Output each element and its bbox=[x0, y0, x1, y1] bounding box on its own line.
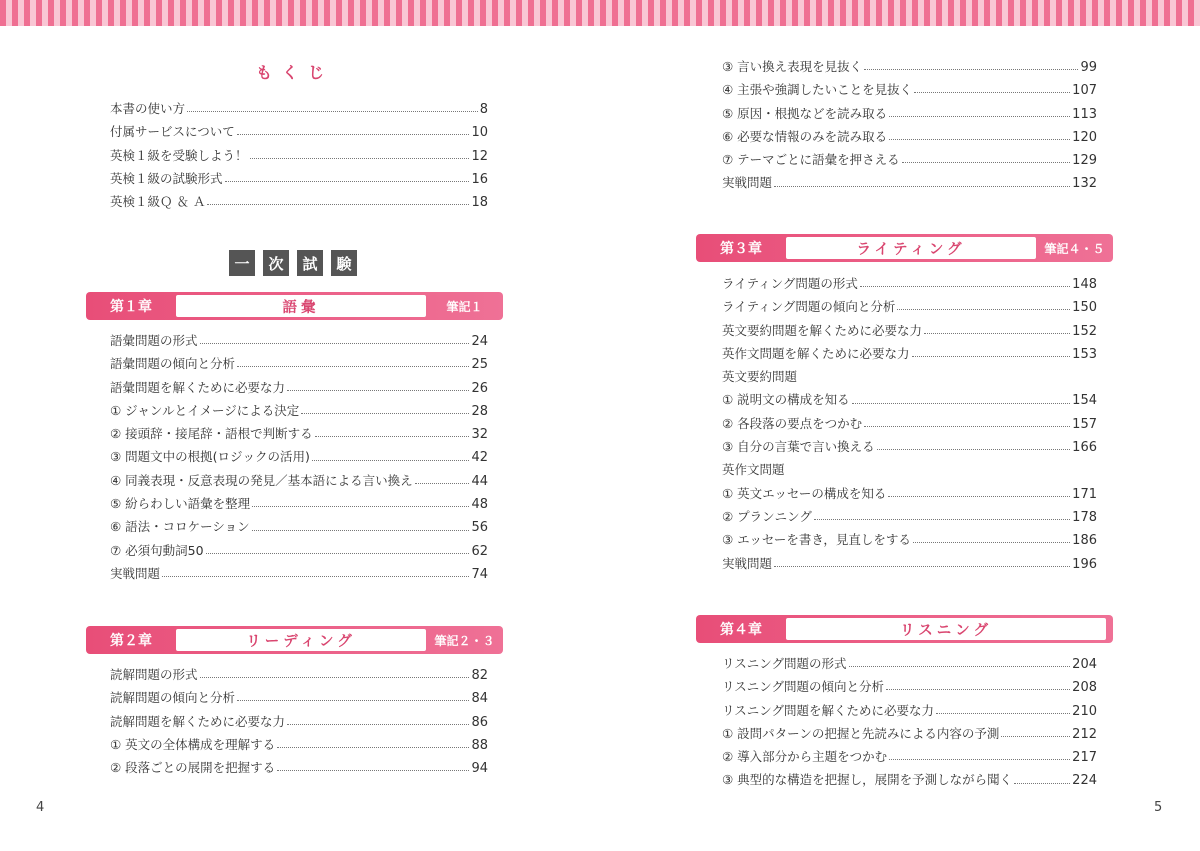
toc-entry[interactable] bbox=[722, 768, 1097, 791]
dot-leader bbox=[287, 390, 469, 391]
toc-entry-label: ⑦ テーマごとに語彙を押さえる bbox=[722, 152, 900, 168]
toc-entry-page: 25 bbox=[471, 357, 488, 373]
dot-leader bbox=[936, 713, 1070, 714]
dot-leader bbox=[877, 449, 1070, 450]
toc-entry-page: 148 bbox=[1072, 277, 1097, 292]
dot-leader bbox=[237, 134, 470, 135]
dot-leader bbox=[225, 181, 470, 182]
toc-entry-page: 74 bbox=[471, 566, 488, 582]
toc-entry-page: 62 bbox=[471, 543, 488, 559]
dot-leader bbox=[888, 496, 1070, 497]
toc-entry-label: ② 段落ごとの展開を把握する bbox=[110, 760, 276, 776]
toc-entry-label: 英検１級Ｑ ＆ Ａ bbox=[110, 194, 206, 210]
dot-leader bbox=[889, 139, 1070, 140]
dot-leader bbox=[277, 770, 469, 771]
toc-entry[interactable] bbox=[722, 388, 1097, 411]
toc-entry-page: 56 bbox=[471, 520, 488, 536]
chapter-title: ライティング bbox=[786, 237, 1036, 259]
chapter-number: 第３章 bbox=[720, 241, 762, 257]
section-heading-char: 次 bbox=[263, 250, 289, 276]
chapter-4-header[interactable] bbox=[696, 615, 1113, 643]
dot-leader bbox=[250, 158, 470, 159]
toc-entry-label: 英作文問題 bbox=[722, 462, 785, 478]
toc-entry-page: 99 bbox=[1080, 60, 1097, 75]
dot-leader bbox=[415, 483, 470, 484]
toc-entry[interactable] bbox=[722, 458, 1097, 481]
toc-entry-page: 224 bbox=[1072, 773, 1097, 789]
toc-entry[interactable] bbox=[110, 686, 488, 709]
toc-entry-label: ③ 自分の言葉で言い換える bbox=[722, 439, 875, 455]
toc-entry-page: 152 bbox=[1072, 323, 1097, 339]
chapter-2-list bbox=[110, 663, 488, 779]
toc-entry-page: 217 bbox=[1072, 750, 1097, 766]
toc-entry-page: 212 bbox=[1072, 726, 1097, 742]
dot-leader bbox=[889, 116, 1070, 117]
dot-leader bbox=[206, 553, 470, 554]
toc-entry-page: 166 bbox=[1072, 440, 1097, 456]
toc-entry-page: 210 bbox=[1072, 703, 1097, 719]
chapter-title: リーディング bbox=[176, 629, 426, 651]
toc-entry[interactable] bbox=[722, 699, 1097, 722]
dot-leader bbox=[914, 92, 1070, 93]
section-heading-char: 一 bbox=[229, 250, 255, 276]
toc-entry-label: 英検１級を受験しよう！ bbox=[110, 147, 248, 163]
toc-entry-label: ライティング問題の傾向と分析 bbox=[722, 299, 896, 315]
toc-entry-label: リスニング問題の形式 bbox=[722, 656, 847, 671]
dot-leader bbox=[864, 426, 1070, 427]
toc-entry-label: ② プランニング bbox=[722, 508, 812, 524]
toc-entry[interactable] bbox=[110, 445, 488, 468]
toc-entry[interactable] bbox=[722, 675, 1097, 698]
toc-entry-label: 読解問題の傾向と分析 bbox=[110, 690, 236, 706]
toc-entry[interactable] bbox=[722, 365, 1097, 388]
chapter-title: 語彙 bbox=[176, 295, 426, 317]
chapter-number: 第１章 bbox=[110, 299, 152, 315]
chapter-3-header[interactable] bbox=[696, 234, 1113, 262]
toc-entry-page: 44 bbox=[471, 473, 488, 489]
toc-entry-label: ④ 同義表現・反意表現の発見／基本語による言い換え bbox=[110, 472, 413, 488]
toc-entry[interactable] bbox=[722, 505, 1097, 528]
toc-entry-label: ⑤ 紛らわしい語彙を整理 bbox=[110, 496, 251, 512]
page-number-right: 5 bbox=[1154, 800, 1163, 815]
toc-entry-page: 157 bbox=[1072, 416, 1097, 432]
toc-entry-page: 154 bbox=[1072, 393, 1097, 409]
dot-leader bbox=[889, 759, 1070, 760]
toc-entry-label: ⑥ 必要な情報のみを読み取る bbox=[722, 128, 888, 144]
toc-entry[interactable] bbox=[722, 745, 1097, 768]
toc-entry-label: ① ジャンルとイメージによる決定 bbox=[110, 402, 300, 418]
toc-entry-label: ② 接頭辞・接尾辞・語根で判断する bbox=[110, 426, 313, 442]
toc-entry-label: 実戦問題 bbox=[110, 565, 161, 581]
toc-entry[interactable] bbox=[110, 515, 488, 538]
toc-entry-page: 86 bbox=[471, 714, 488, 730]
toc-entry[interactable] bbox=[110, 539, 488, 562]
toc-entry-page: 129 bbox=[1072, 153, 1097, 169]
dot-leader bbox=[315, 436, 470, 437]
dot-leader bbox=[287, 724, 469, 725]
dot-leader bbox=[187, 111, 478, 112]
toc-entry-page: 132 bbox=[1072, 176, 1097, 192]
toc-entry-label: 英文要約問題を解くために必要な力 bbox=[722, 322, 923, 338]
section-heading-first-exam bbox=[229, 250, 357, 276]
dot-leader bbox=[924, 333, 1070, 334]
toc-entry[interactable] bbox=[722, 652, 1097, 675]
toc-entry-page: 204 bbox=[1072, 657, 1097, 672]
toc-entry-label: 英文要約問題 bbox=[722, 369, 798, 385]
chapter-4-list bbox=[722, 652, 1097, 792]
toc-entry-page: 94 bbox=[471, 761, 488, 777]
top-stripe-border bbox=[0, 0, 1200, 26]
toc-entry[interactable] bbox=[110, 733, 488, 756]
toc-entry-page: 82 bbox=[471, 668, 488, 683]
dot-leader bbox=[301, 413, 469, 414]
toc-entry[interactable] bbox=[722, 55, 1097, 78]
toc-entry-label: 本書の使い方 bbox=[110, 101, 186, 116]
toc-entry[interactable] bbox=[110, 756, 488, 779]
toc-title: もくじ bbox=[255, 63, 334, 82]
toc-entry-label: ② 導入部分から主題をつかむ bbox=[722, 749, 888, 765]
toc-entry-label: リスニング問題の傾向と分析 bbox=[722, 679, 885, 695]
toc-entry-label: ライティング問題の形式 bbox=[722, 276, 858, 291]
dot-leader bbox=[162, 576, 469, 577]
toc-entry-label: 英作文問題を解くために必要な力 bbox=[722, 345, 910, 361]
toc-entry-page: 208 bbox=[1072, 680, 1097, 696]
dot-leader bbox=[252, 506, 469, 507]
toc-entry-page: 8 bbox=[479, 102, 488, 117]
toc-entry-label: ① 英文エッセーの構成を知る bbox=[722, 485, 887, 501]
page-number-left: 4 bbox=[36, 800, 45, 815]
toc-entry[interactable] bbox=[722, 125, 1097, 148]
toc-entry[interactable] bbox=[722, 78, 1097, 101]
dot-leader bbox=[774, 186, 1070, 187]
toc-entry[interactable] bbox=[722, 319, 1097, 342]
toc-entry-label: ① 設問パターンの把握と先読みによる内容の予測 bbox=[722, 725, 1000, 741]
toc-entry-page: 12 bbox=[471, 148, 488, 164]
toc-entry-label: ⑦ 必須句動詞50 bbox=[110, 542, 204, 558]
toc-entry-page: 32 bbox=[471, 427, 488, 443]
front-matter-list bbox=[110, 97, 488, 213]
toc-entry[interactable] bbox=[722, 435, 1097, 458]
dot-leader bbox=[902, 162, 1070, 163]
dot-leader bbox=[200, 343, 470, 344]
dot-leader bbox=[886, 689, 1070, 690]
chapter-1-list bbox=[110, 329, 488, 585]
toc-entry[interactable] bbox=[722, 528, 1097, 551]
toc-entry[interactable] bbox=[110, 399, 488, 422]
section-heading-char: 験 bbox=[331, 250, 357, 276]
dot-leader bbox=[277, 747, 469, 748]
toc-entry-label: ③ エッセーを書き，見直しをする bbox=[722, 532, 911, 548]
toc-entry[interactable] bbox=[110, 422, 488, 445]
dot-leader bbox=[237, 366, 469, 367]
toc-entry[interactable] bbox=[722, 171, 1097, 194]
chapter-3-list bbox=[722, 272, 1097, 575]
toc-entry-page: 84 bbox=[471, 691, 488, 707]
toc-entry[interactable] bbox=[722, 295, 1097, 318]
toc-entry-page: 113 bbox=[1072, 106, 1097, 122]
toc-entry[interactable] bbox=[110, 167, 488, 190]
dot-leader bbox=[1001, 736, 1070, 737]
dot-leader bbox=[912, 356, 1071, 357]
toc-entry[interactable] bbox=[722, 148, 1097, 171]
toc-entry-label: ④ 主張や強調したいことを見抜く bbox=[722, 82, 913, 98]
toc-entry-label: 読解問題の形式 bbox=[110, 667, 198, 682]
chapter-number: 第４章 bbox=[720, 622, 762, 638]
toc-entry[interactable] bbox=[110, 97, 488, 120]
dot-leader bbox=[252, 530, 470, 531]
toc-entry-page: 16 bbox=[471, 171, 488, 187]
toc-entry[interactable] bbox=[722, 552, 1097, 575]
dot-leader bbox=[849, 666, 1071, 667]
toc-entry-page: 42 bbox=[471, 450, 488, 466]
toc-entry[interactable] bbox=[722, 482, 1097, 505]
chapter-title: リスニング bbox=[786, 618, 1106, 640]
toc-entry[interactable] bbox=[722, 412, 1097, 435]
toc-entry-label: リスニング問題を解くために必要な力 bbox=[722, 702, 935, 718]
toc-entry[interactable] bbox=[110, 329, 488, 352]
dot-leader bbox=[312, 460, 470, 461]
chapter-2-header[interactable] bbox=[86, 626, 503, 654]
toc-entry-label: 実戦問題 bbox=[722, 555, 773, 571]
toc-entry-label: 読解問題を解くために必要な力 bbox=[110, 713, 286, 729]
toc-entry-page: 120 bbox=[1072, 129, 1097, 145]
toc-entry-page: 153 bbox=[1072, 346, 1097, 362]
chapter-2-continued-list bbox=[722, 55, 1097, 195]
dot-leader bbox=[913, 542, 1070, 543]
dot-leader bbox=[207, 204, 469, 205]
toc-entry[interactable] bbox=[110, 376, 488, 399]
dot-leader bbox=[774, 566, 1070, 567]
toc-entry[interactable] bbox=[110, 352, 488, 375]
dot-leader bbox=[897, 309, 1070, 310]
toc-entry-page: 196 bbox=[1072, 556, 1097, 572]
toc-entry[interactable] bbox=[110, 492, 488, 515]
toc-entry[interactable] bbox=[110, 469, 488, 492]
section-heading-char: 試 bbox=[297, 250, 323, 276]
toc-entry[interactable] bbox=[110, 710, 488, 733]
toc-entry-label: ③ 問題文中の根拠(ロジックの活用) bbox=[110, 449, 310, 465]
toc-entry-page: 150 bbox=[1072, 300, 1097, 316]
toc-entry-page: 186 bbox=[1072, 533, 1097, 549]
toc-entry-label: 語彙問題の傾向と分析 bbox=[110, 356, 236, 372]
toc-entry-page: 24 bbox=[471, 334, 488, 349]
toc-entry-page: 28 bbox=[471, 403, 488, 419]
toc-entry-label: ① 説明文の構成を知る bbox=[722, 392, 850, 408]
toc-entry-label: ② 各段落の要点をつかむ bbox=[722, 415, 863, 431]
toc-entry-page: 18 bbox=[471, 195, 488, 211]
dot-leader bbox=[237, 700, 469, 701]
toc-entry-label: ③ 典型的な構造を把握し，展開を予測しながら聞く bbox=[722, 772, 1013, 788]
dot-leader bbox=[852, 403, 1070, 404]
toc-entry-label: 英検１級の試験形式 bbox=[110, 170, 223, 186]
toc-entry-label: ⑥ 語法・コロケーション bbox=[110, 519, 250, 535]
dot-leader bbox=[814, 519, 1070, 520]
toc-entry[interactable] bbox=[110, 562, 488, 585]
chapter-number: 第２章 bbox=[110, 633, 152, 649]
toc-entry[interactable] bbox=[722, 102, 1097, 125]
toc-entry-page: 107 bbox=[1072, 83, 1097, 99]
toc-entry-page: 10 bbox=[471, 125, 488, 141]
toc-entry-page: 26 bbox=[471, 380, 488, 396]
toc-entry-label: 語彙問題の形式 bbox=[110, 333, 198, 348]
chapter-sub: 筆記１ bbox=[446, 299, 483, 314]
chapter-1-header[interactable] bbox=[86, 292, 503, 320]
toc-entry[interactable] bbox=[110, 190, 488, 213]
toc-entry[interactable] bbox=[722, 272, 1097, 295]
toc-entry-page: 178 bbox=[1072, 509, 1097, 525]
toc-entry-label: ① 英文の全体構成を理解する bbox=[110, 736, 276, 752]
dot-leader bbox=[864, 69, 1078, 70]
chapter-sub: 筆記２・３ bbox=[434, 633, 495, 648]
toc-entry-page: 48 bbox=[471, 497, 488, 513]
toc-entry[interactable] bbox=[722, 342, 1097, 365]
toc-entry-label: 付属サービスについて bbox=[110, 124, 235, 140]
toc-entry-label: ③ 言い換え表現を見抜く bbox=[722, 59, 863, 74]
dot-leader bbox=[200, 677, 470, 678]
toc-entry-label: 語彙問題を解くために必要な力 bbox=[110, 379, 286, 395]
toc-entry[interactable] bbox=[110, 120, 488, 143]
dot-leader bbox=[1014, 783, 1070, 784]
toc-entry[interactable] bbox=[110, 663, 488, 686]
toc-entry-label: 実戦問題 bbox=[722, 175, 773, 191]
chapter-sub: 筆記４・５ bbox=[1044, 241, 1105, 256]
toc-entry-label: ⑤ 原因・根拠などを読み取る bbox=[722, 105, 888, 121]
toc-entry-page: 171 bbox=[1072, 486, 1097, 502]
toc-entry[interactable] bbox=[722, 722, 1097, 745]
toc-entry-page: 88 bbox=[471, 737, 488, 753]
toc-entry[interactable] bbox=[110, 144, 488, 167]
dot-leader bbox=[860, 286, 1070, 287]
